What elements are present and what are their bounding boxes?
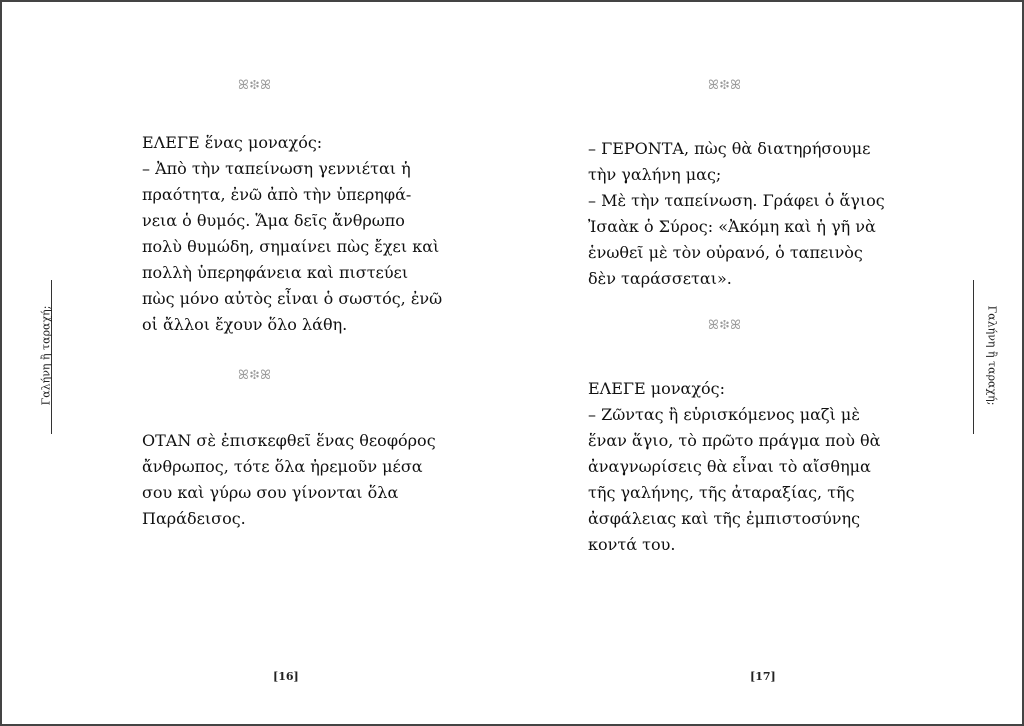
text-line: ἄνθρωπος, τότε ὅλα ἠρεμοῦν μέσα <box>142 457 423 476</box>
right-page <box>512 2 1022 724</box>
text-section-1 <box>142 130 442 338</box>
ornament-top: ꕤ❉ꕤ <box>238 78 272 93</box>
text-line: σου καὶ γύρω σου γίνονται ὅλα <box>142 483 399 502</box>
text-line: τῆς γαλήνης, τῆς ἀταραξίας, τῆς <box>588 483 855 502</box>
text-line: Ἰσαὰκ ὁ Σύρος: «Ἀκόμη καὶ ἡ γῆ νὰ <box>588 217 876 236</box>
text-line: οἱ ἄλλοι ἔχουν ὅλο λάθη. <box>142 315 348 334</box>
text-section-2 <box>588 376 880 558</box>
text-line: ἀσφάλειας καὶ τῆς ἐμπιστοσύνης <box>588 509 861 528</box>
running-head: Γαλήνη ἢ ταραχή; <box>985 305 999 406</box>
ornament-top: ꕤ❉ꕤ <box>708 78 742 93</box>
text-line: νεια ὁ θυμός. Ἅμα δεῖς ἄνθρωπο <box>142 211 405 230</box>
ornament-divider: ꕤ❉ꕤ <box>708 318 742 333</box>
text-line: κοντά του. <box>588 535 676 554</box>
text-line: – Ἀπὸ τὴν ταπείνωση γεννιέται ἡ <box>142 159 411 178</box>
text-section-1 <box>588 136 885 292</box>
text-line: ἕναν ἅγιο, τὸ πρῶτο πράγμα ποὺ θὰ <box>588 431 881 450</box>
text-line: – ΓΕΡΟΝΤΑ, πὼς θὰ διατηρήσουμε <box>588 139 871 158</box>
text-line: δὲν ταράσσεται». <box>588 269 732 288</box>
text-line: ΟΤΑΝ σὲ ἐπισκεφθεῖ ἕνας θεοφόρος <box>142 431 436 450</box>
text-section-2 <box>142 428 436 532</box>
running-head: Γαλήνη ἢ ταραχή; <box>39 305 53 406</box>
text-line: πολὺ θυμώδη, σημαίνει πὼς ἔχει καὶ <box>142 237 440 256</box>
page-number: [17] <box>750 670 776 683</box>
text-line: Παράδεισος. <box>142 509 246 528</box>
text-line: – Μὲ τὴν ταπείνωση. Γράφει ὁ ἅγιος <box>588 191 885 210</box>
text-line: ἀναγνωρίσεις θὰ εἶναι τὸ αἴσθημα <box>588 457 871 476</box>
text-line: πὼς μόνο αὐτὸς εἶναι ὁ σωστός, ἐνῶ <box>142 289 443 308</box>
text-line: πραότητα, ἐνῶ ἀπὸ τὴν ὑπερηφά- <box>142 185 412 204</box>
text-line: τὴν γαλήνη μας; <box>588 165 722 184</box>
text-line: πολλὴ ὑπερηφάνεια καὶ πιστεύει <box>142 263 409 282</box>
text-line: ΕΛΕΓΕ μοναχός: <box>588 379 726 398</box>
text-line: – Ζῶντας ἢ εὑρισκόμενος μαζὶ μὲ <box>588 405 860 424</box>
text-line: ΕΛΕΓΕ ἕνας μοναχός: <box>142 133 323 152</box>
ornament-divider: ꕤ❉ꕤ <box>238 368 272 383</box>
page-number: [16] <box>273 670 299 683</box>
left-page <box>2 2 512 724</box>
side-rule <box>973 280 974 434</box>
text-line: ἑνωθεῖ μὲ τὸν οὐρανό, ὁ ταπεινὸς <box>588 243 863 262</box>
